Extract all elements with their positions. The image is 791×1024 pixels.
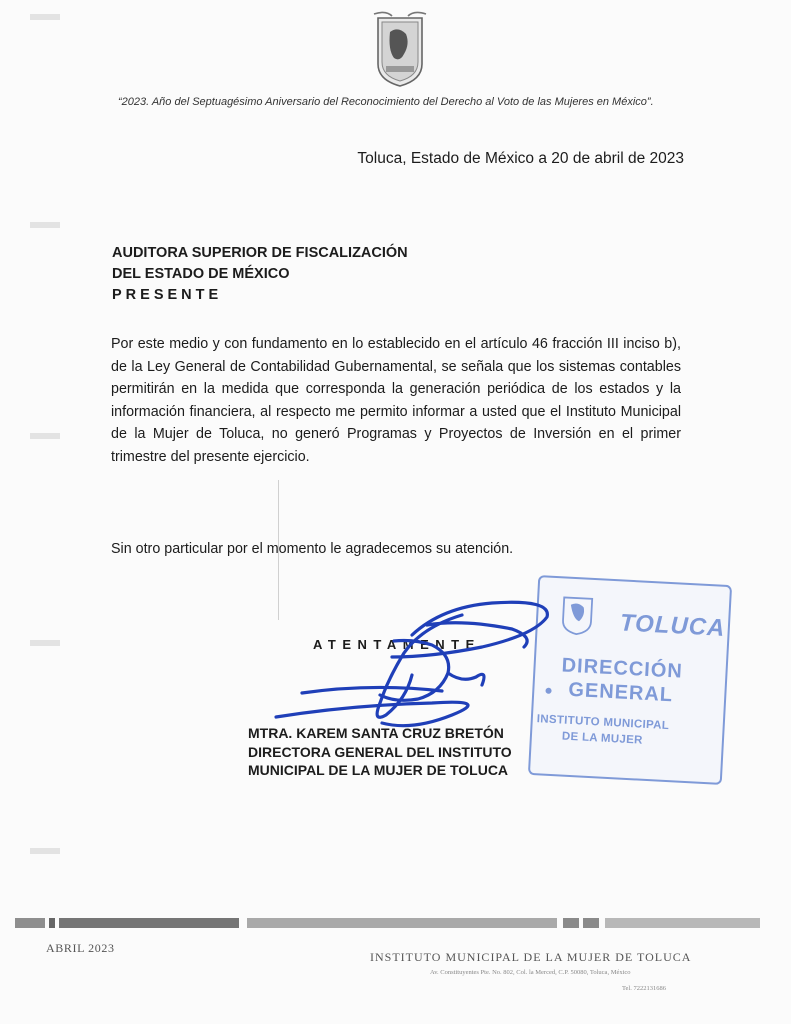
footer-institution: INSTITUTO MUNICIPAL DE LA MUJER DE TOLUCA (370, 950, 692, 964)
stamp-crest-icon (559, 594, 595, 636)
footer-phone: Tel. 7222131686 (622, 985, 666, 992)
handwritten-signature (262, 595, 562, 745)
atentamente-label: ATENTAMENTE (313, 637, 481, 652)
stamp-brand: TOLUCA (619, 609, 727, 642)
scan-artifact (30, 848, 60, 854)
motto-line: “2023. Año del Septuagésimo Aniversario del Reconocimiento del Derecho al Voto de las Mujeres en México”. (118, 96, 654, 108)
signer-title: DIRECTORA GENERAL DEL INSTITUTO (248, 743, 512, 760)
scan-artifact (30, 433, 60, 439)
footer-address: Av. Constituyentes Pte. No. 802, Col. la Merced, C.P. 50080, Toluca, México (430, 969, 631, 976)
stamp-small-line: DE LA MUJER (561, 730, 643, 747)
scan-artifact (30, 222, 60, 228)
signer-title: MUNICIPAL DE LA MUJER DE TOLUCA (248, 762, 509, 778)
body-paragraph: Por este medio y con fundamento en lo establecido en el artículo 46 fracción III inciso b), de la Ley General de Contabilidad Gubernamental, se señala que los sistemas contables permitirán en la medida que corresponda la generación periódica de los estados y la información financiera, al respecto me permito informar a usted que el Instituto Municipal de la Mujer de Toluca, no generó Programas y Proyectos de Inversión en el primer trimestre del presente ejercicio. (111, 336, 681, 465)
scan-artifact (30, 640, 60, 646)
date-line: Toluca, Estado de México a 20 de abril de 2023 (357, 150, 684, 167)
scan-artifact (30, 14, 60, 20)
recipient-line: AUDITORA SUPERIOR DE FISCALIZACIÓN (112, 245, 408, 261)
recipient-presente: PRESENTE (112, 287, 223, 303)
footer-decorative-bar (15, 916, 760, 930)
recipient-block (112, 243, 408, 306)
stamp-line: DIRECCIÓN (561, 654, 684, 683)
closing-line: Sin otro particular por el momento le agradecemos su atención. (111, 541, 514, 557)
stamp-small-line: INSTITUTO MUNICIPAL (536, 713, 670, 733)
signer-name: MTRA. KAREM SANTA CRUZ BRETÓN (248, 725, 504, 741)
stamp-bullet-icon: ● (543, 681, 554, 698)
footer-month: ABRIL 2023 (46, 941, 115, 955)
coat-of-arms-emblem (372, 10, 428, 90)
stamp-line: GENERAL (567, 678, 674, 707)
recipient-line: DEL ESTADO DE MÉXICO (112, 266, 290, 282)
